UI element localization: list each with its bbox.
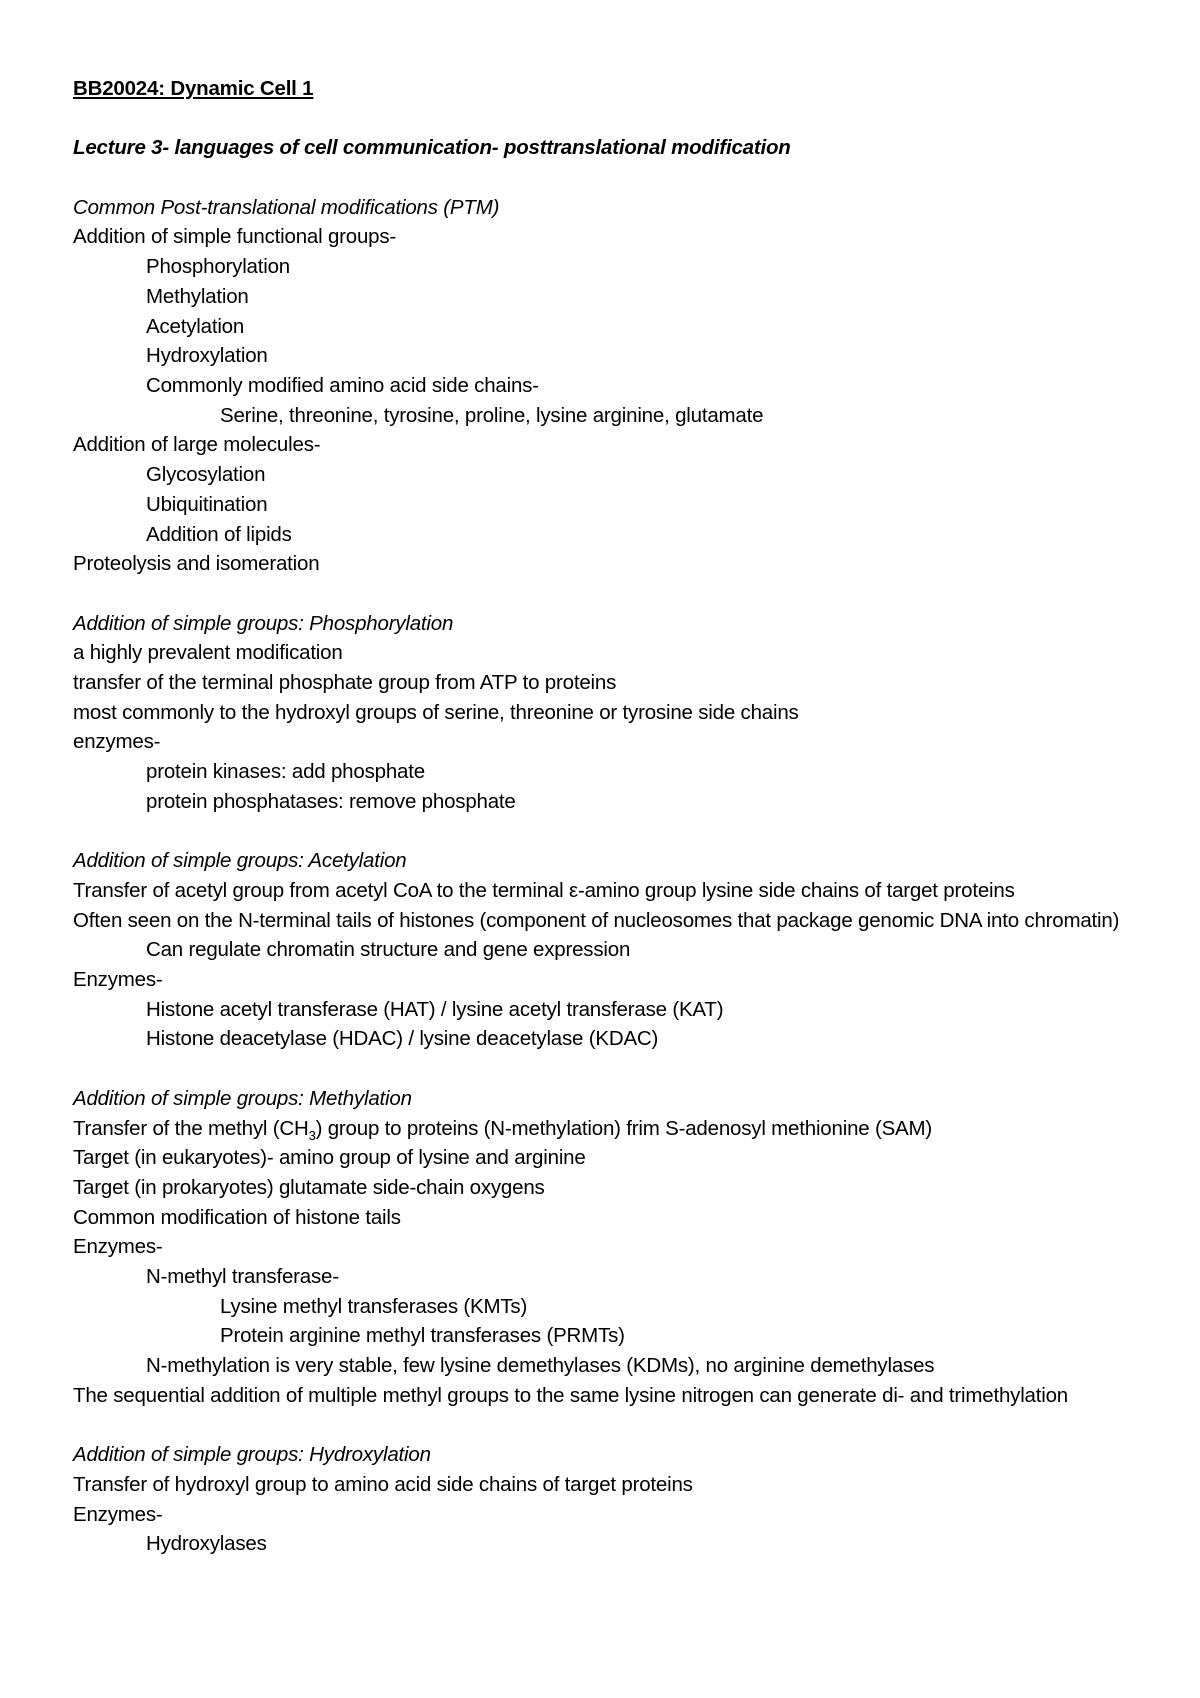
- spacer: [73, 1054, 1163, 1084]
- text-line: Enzymes-: [73, 968, 163, 992]
- spacer: [73, 817, 1163, 847]
- text-line: Phosphorylation: [146, 255, 291, 279]
- text-line: Methylation: [146, 284, 249, 308]
- section-acetylation: [73, 846, 1163, 1054]
- text-line: enzymes-: [73, 730, 161, 754]
- text-line: N-methyl transferase-: [146, 1265, 339, 1289]
- section-heading: Addition of simple groups: Methylation: [73, 1086, 412, 1110]
- text-line: Proteolysis and isomeration: [73, 552, 320, 576]
- text-line: [73, 1114, 1163, 1144]
- text-line: Serine, threonine, tyrosine, proline, lysine arginine, glutamate: [220, 403, 764, 427]
- text-line: Protein arginine methyl transferases (PRMTs): [220, 1324, 625, 1348]
- text-line: Glycosylation: [146, 463, 266, 487]
- text-line: a highly prevalent modification: [73, 641, 343, 665]
- text-line: Addition of simple functional groups-: [73, 225, 397, 249]
- section-heading: Common Post-translational modifications (PTM): [73, 195, 500, 219]
- text-line: Ubiquitination: [146, 492, 268, 516]
- text-line: Addition of lipids: [146, 522, 292, 546]
- text-line: Histone acetyl transferase (HAT) / lysine acetyl transferase (KAT): [146, 997, 724, 1021]
- document-page: [73, 74, 1163, 1559]
- spacer: [73, 579, 1163, 609]
- spacer: [73, 104, 1163, 134]
- section-common-ptm: [73, 193, 1163, 579]
- text-line: Target (in prokaryotes) glutamate side-chain oxygens: [73, 1175, 545, 1199]
- text-line: Hydroxylation: [146, 344, 268, 368]
- section-heading: Addition of simple groups: Phosphorylation: [73, 611, 454, 635]
- text-line: transfer of the terminal phosphate group from ATP to proteins: [73, 671, 617, 695]
- text-line: N-methylation is very stable, few lysine demethylases (KDMs), no arginine demethylases: [146, 1354, 935, 1378]
- text-line: Addition of large molecules-: [73, 433, 321, 457]
- text-line: Can regulate chromatin structure and gene expression: [146, 938, 631, 962]
- text-line: Histone deacetylase (HDAC) / lysine deacetylase (KDAC): [146, 1027, 659, 1051]
- text-line: Commonly modified amino acid side chains-: [146, 374, 539, 397]
- text-line: Transfer of hydroxyl group to amino acid side chains of target proteins: [73, 1472, 693, 1496]
- text-line: Lysine methyl transferases (KMTs): [220, 1294, 528, 1318]
- spacer: [73, 163, 1163, 193]
- text-fragment: ) group to proteins (N-methylation) frim S-adenosyl methionine (SAM): [315, 1116, 933, 1140]
- document-title: BB20024: Dynamic Cell 1: [73, 77, 314, 100]
- text-line: The sequential addition of multiple methyl groups to the same lysine nitrogen can generate di- and trimethylation: [73, 1383, 1069, 1407]
- section-phosphorylation: [73, 609, 1163, 817]
- section-heading: Addition of simple groups: Hydroxylation: [73, 1443, 431, 1467]
- text-line: most commonly to the hydroxyl groups of serine, threonine or tyrosine side chains: [73, 700, 799, 724]
- text-line: Enzymes-: [73, 1235, 163, 1259]
- text-line: Enzymes-: [73, 1502, 163, 1526]
- section-methylation: [73, 1084, 1163, 1411]
- text-line: Transfer of acetyl group from acetyl CoA to the terminal ε-amino group lysine side chains of target proteins: [73, 878, 1015, 902]
- text-line: Acetylation: [146, 314, 245, 338]
- text-line: Often seen on the N-terminal tails of histones (component of nucleosomes that package genomic DNA into chromatin): [73, 908, 1120, 932]
- lecture-title: Lecture 3- languages of cell communication- posttranslational modification: [73, 136, 791, 160]
- spacer: [73, 1411, 1163, 1441]
- text-line: Target (in eukaryotes)- amino group of lysine and arginine: [73, 1146, 586, 1170]
- section-heading: Addition of simple groups: Acetylation: [73, 849, 407, 873]
- text-line: protein phosphatases: remove phosphate: [146, 789, 516, 813]
- text-line: Hydroxylases: [146, 1532, 267, 1556]
- text-line: protein kinases: add phosphate: [146, 760, 425, 784]
- text-line: Common modification of histone tails: [73, 1205, 401, 1229]
- text-fragment: Transfer of the methyl (CH: [73, 1116, 309, 1140]
- section-hydroxylation: [73, 1440, 1163, 1559]
- subscript: 3: [308, 1127, 316, 1143]
